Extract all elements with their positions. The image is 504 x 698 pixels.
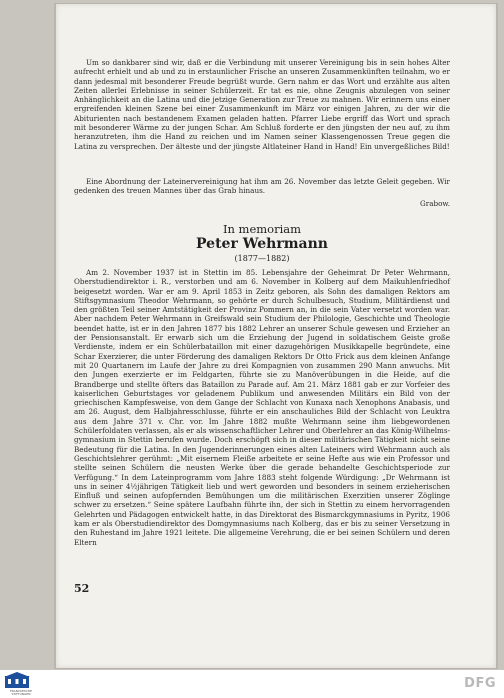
- logo-caption: FRANCKESCHE STIFTUNGEN: [9, 689, 33, 696]
- heading-in-memoriam: In memoriam: [222, 222, 302, 236]
- paragraph-2-text: Eine Abordnung der Lateinervereinigung hat ihm am 26. November das letzte Geleit gegeben. Wir gedenken des treuen Mannes über das Grab hinaus.: [74, 177, 450, 196]
- paragraph-3: [74, 268, 450, 547]
- signature: Grabow.: [420, 199, 450, 208]
- paragraph-1-text: Um so dankbarer sind wir, daß er die Verbindung mit unserer Vereinigung bis in sein hohes Alter aufrecht erhielt und ab und zu in erstaunlicher Frische an unseren Zusammenkünften teilnahm, wo er dann jedesmal mit besonderer Freude begrüßt wurde. Gern nahm er das Wort und erzählte aus alten Zeiten allerlei Erlebnisse in seiner Schülerzeit. Er tat es nie, ohne Zeugnis abzulegen von seiner Anhänglichkeit an die Latina und die jetzige Generation zur Treue zu mahnen. Wir erinnern uns einer ergreifenden kleinen Szene bei einer Zusammenkunft im März vor einigen Jahren, zu der wir die Abiturienten nach bestandenem Examen geladen hatten. Pfarrer Liebe ergriff das Wort und sprach mit besonderer Wärme zu der jungen Schar. Am Schluß forderte er den jüngsten der neu auf, zu ihm heranzutreten, ihm die Hand zu reichen und im Namen seiner Klassengenossen Treue gegen die Latina zu versprechen. Der älteste und der jüngste Altlateiner Hand in Hand! Ein unvergeßliches Bild!: [74, 58, 450, 151]
- heading-name: Peter Wehrmann: [196, 236, 328, 252]
- footer-bar: [0, 670, 504, 698]
- paragraph-3-text: Am 2. November 1937 ist in Stettin im 85. Lebensjahre der Geheimrat Dr Peter Wehrmann, Oberstudiendirektor i. R., verstorben und am 6. November in Kolberg auf dem Maikuhlenfriedhof beigesetzt worden. War er am 9. April 1853 in Zeitz geboren, als Sohn des damaligen Rektors am Stiftsgymnasium Theodor Wehrmann, so gehörte er durch Schulbesuch, Studium, Militärdienst und den größten Teil seiner Amtstätigkeit der Provinz Pommern an, in die sein Vater versetzt worden war. Aber nachdem Peter Wehrmann in Greifswald sein Studium der Philologie, Geschichte und Theologie beendet hatte, ist er in den Jahren 1877 bis 1882 Lehrer an unserer Schule gewesen und Erzieher an der Pensionsanstalt. Er erwarb sich um die Erziehung der Jugend in soldatischem Geiste große Verdienste, indem er ein Schülerbataillon mit einer dazugehörigen Musikkapelle begründete, eine Schar Exerzierer, die unter Förderung des damaligen Rektors Dr Otto Frick aus dem kleinen Anfange mit 20 Quartanern im Laufe der Jahre zu drei Kompagnien von zusammen 290 Mann anwuchs. Mit den Jungen exerzierte er im Feldgarten, führte sie zu Manöverübungen in die Heide, auf die Brandberge und stellte öfters das Bataillon zu Parade auf. Am 21. März 1881 gab er zur Vorfeier des kaiserlichen Geburtstages vor geladenem Publikum und anwesenden Militärs ein Bild von der griechischen Kampfesweise, von dem Gange der Schlacht von Kunaxa nach Xenophons Anabasis, und am 26. August, dem Halbjahresschlusse, führte er ein anschauliches Bild der Schlacht von Leuktra aus dem Jahre 371 v. Chr. vor. Im Jahre 1882 mußte Wehrmann seine ihm liebgewordenen Schülerfoldaten verlassen, als er als wissenschaftlicher Lehrer und Oberlehrer an das König-Wilhelms-gymnasium in Stettin berufen wurde. Doch erschöpft sich in dieser militärischen Tätigkeit nicht seine Bedeutung für die Latina. In den Jugenderinnerungen eines alten Lateiners wird Wehrmann auch als Geschichtslehrer gerühmt: „Mit eisernem Fleiße arbeitete er seine Hefte aus wie ein Professor und stellte seinen Schülern die neusten Werke über die gerade behandelte Geschichtsperiode zur Verfügung.“ In dem Lateinprogramm vom Jahre 1883 steht folgende Würdigung: „Dr Wehrmann ist uns in seiner 4½jährigen Tätigkeit lieb und wert geworden und besonders in seinem erzieherischen Einfluß und seinen aufopfernden Bemühungen um die militärischen Exerzitien unserer Zöglinge schwer zu ersetzen.“ Seine spätere Laufbahn führte ihn, der sich in Stettin zu einem hervorragenden Gelehrten und Pädagogen entwickelt hatte, in das Direktorat des Bismarckgymnasiums in Pyritz, 1906 kam er als Oberstudiendirektor des Domgymnasiums nach Kolberg, das er bis zu seiner Versetzung in den Ruhestand im Jahre 1921 leitete. Die allgemeine Verehrung, die er bei seinen Schülern und deren Eltern: [74, 268, 450, 547]
- paragraph-1: [74, 58, 450, 151]
- dfg-logo: DFG: [464, 676, 496, 691]
- paragraph-2: [74, 177, 450, 196]
- page-number: 52: [74, 582, 90, 595]
- franckesche-stiftungen-logo: [4, 672, 33, 696]
- heading-years: (1877—1882): [234, 254, 290, 263]
- building-icon: [4, 672, 30, 690]
